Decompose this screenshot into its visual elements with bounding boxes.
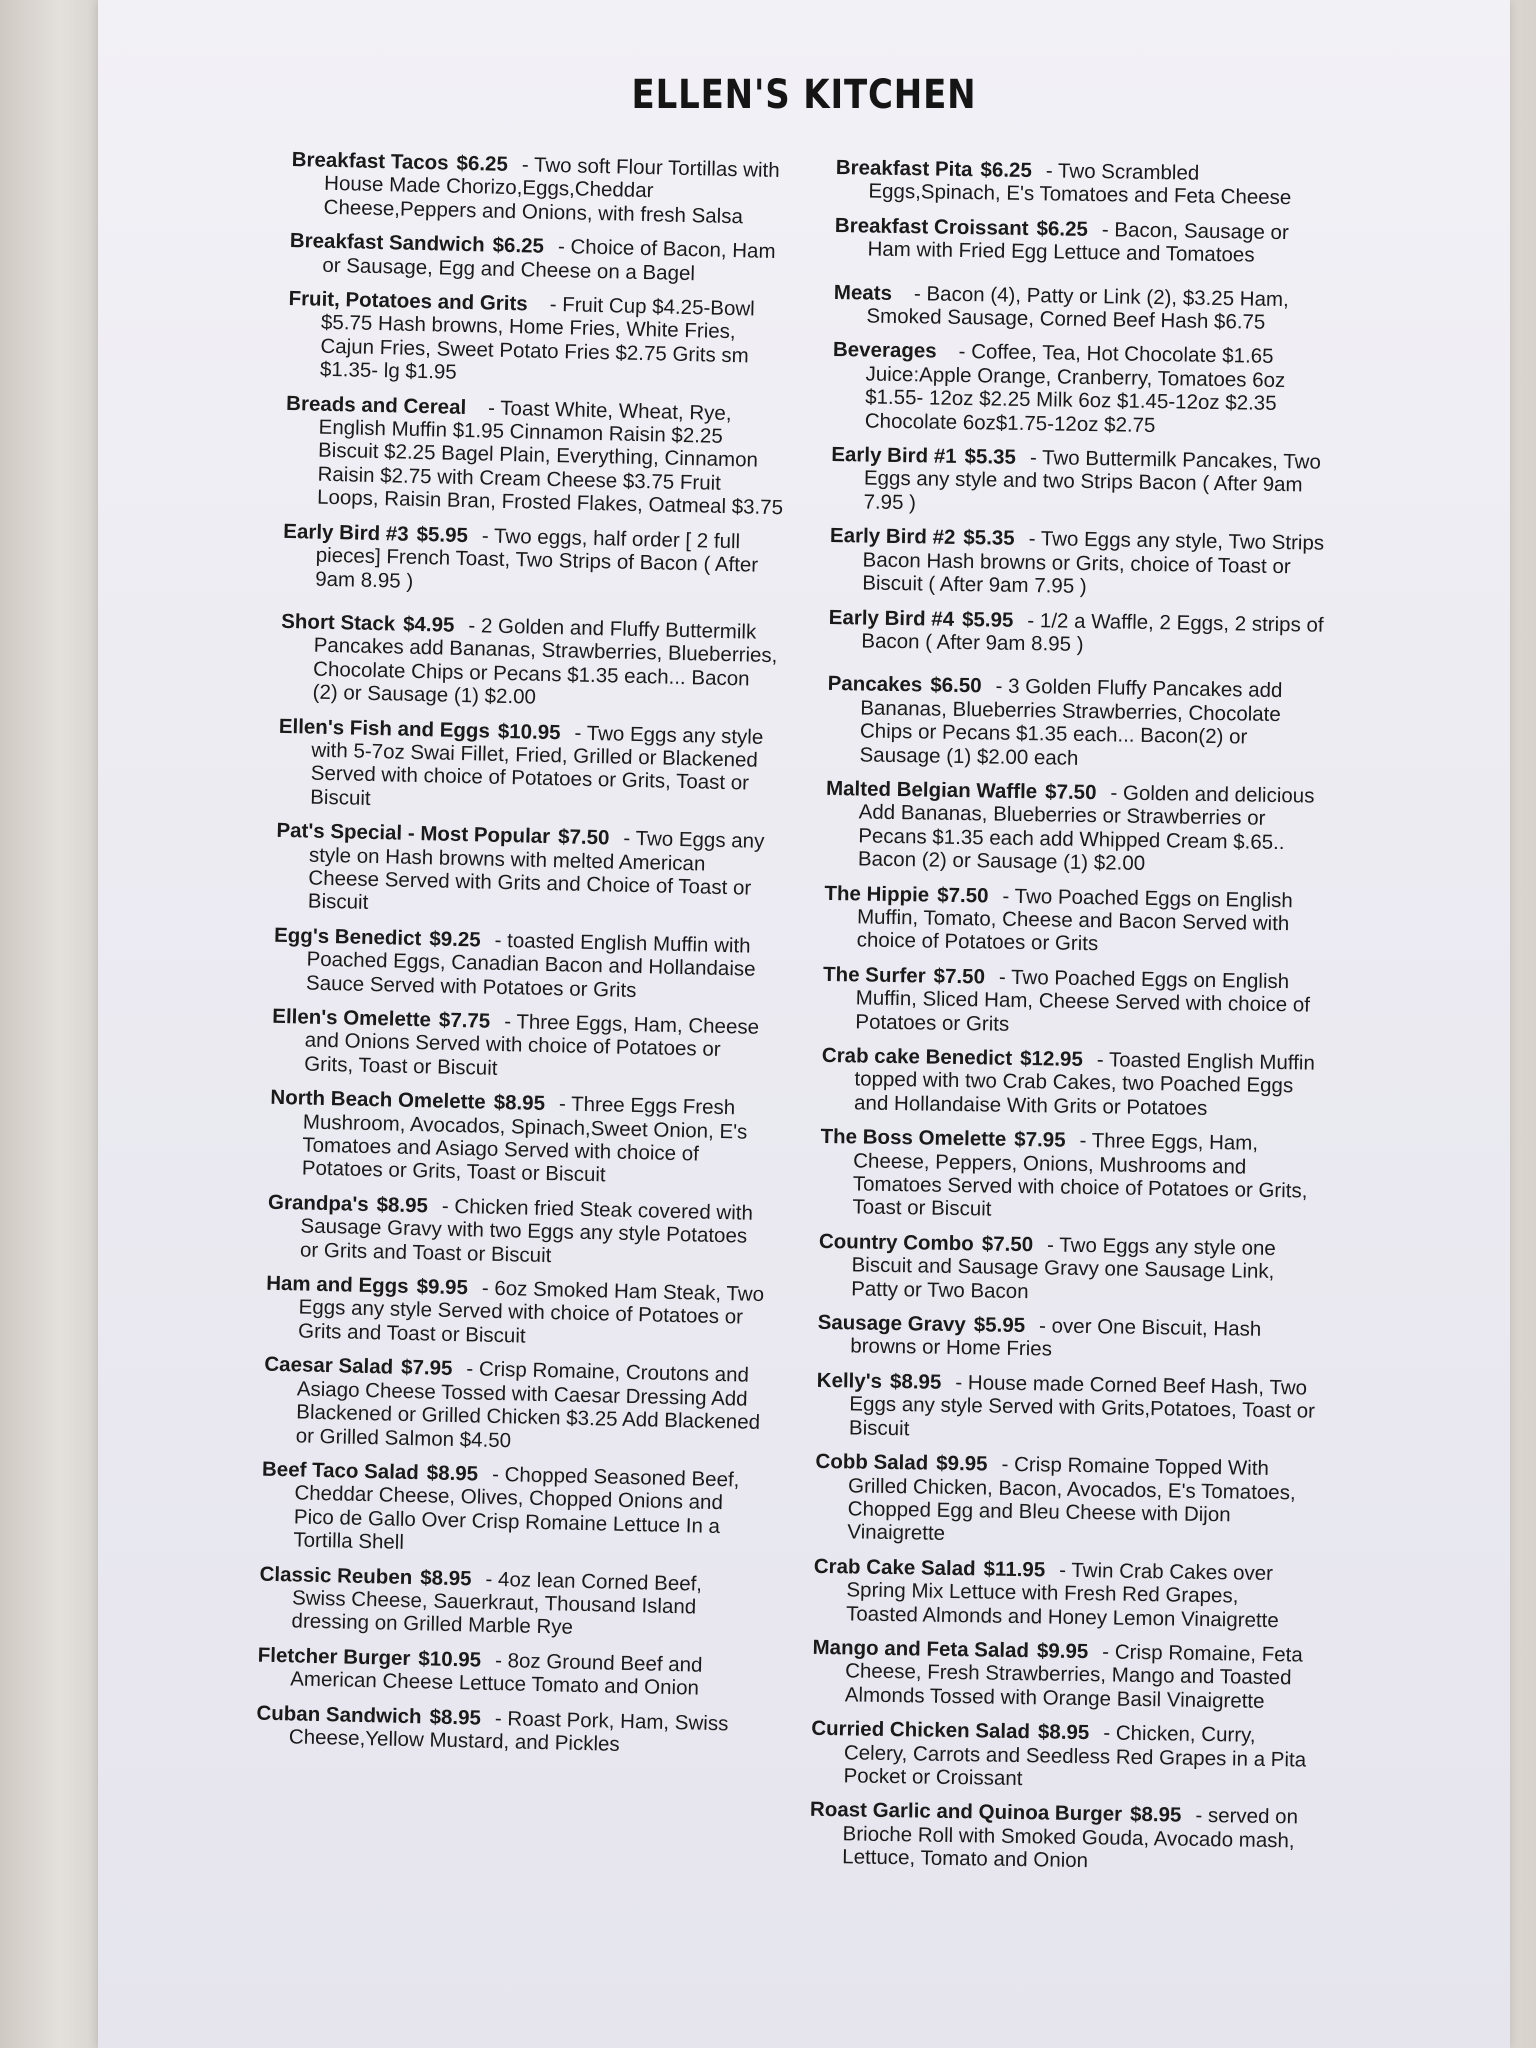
- item-name: Cuban Sandwich: [256, 1701, 422, 1728]
- item-price: $11.95: [983, 1557, 1046, 1582]
- item-description: - Three Eggs Fresh Mushroom, Avocados, Spinach,Sweet Onion, E's Tomatoes and Asiago Served with choice of Potatoes or Grits, Toast or Biscuit: [301, 1092, 748, 1187]
- item-price: $8.95: [426, 1461, 479, 1486]
- item-description: - Two Eggs any style with 5-7oz Swai Fillet, Fried, Grilled or Blackened Served with choice of Potatoes or Grits, Toast or Biscuit: [310, 721, 764, 810]
- item-name: Ham and Eggs: [265, 1271, 409, 1298]
- menu-item: [290, 148, 791, 230]
- item-description: - 1/2 a Waffle, 2 Eggs, 2 strips of Bacon ( After 9am 8.95 ): [861, 608, 1324, 656]
- item-description: - 2 Golden and Fluffy Buttermilk Pancakes add Bananas, Strawberries, Blueberries, Chocolate Chips or Pecans $1.35 each... Bacon (2) or Sausage (1) $2.00: [312, 614, 778, 709]
- menu-item: [257, 1643, 758, 1701]
- item-price: $7.50: [933, 964, 986, 989]
- menu-item: [809, 1798, 1310, 1876]
- item-price: $7.50: [937, 883, 989, 908]
- menu-sheet: [98, 0, 1510, 2048]
- item-price: $5.95: [416, 522, 469, 547]
- item-description: - Two Scrambled Eggs,Spinach, E's Tomatoes and Feta Cheese: [868, 159, 1292, 210]
- item-description: - Bacon (4), Patty or Link (2), $3.25 Ham, Smoked Sausage, Corned Beef Hash $6.75: [866, 281, 1289, 334]
- item-price: $8.95: [889, 1369, 942, 1394]
- item-price: $8.95: [376, 1193, 429, 1218]
- item-name: The Hippie: [824, 881, 930, 907]
- menu-item: [832, 338, 1333, 439]
- item-price: $4.95: [402, 612, 455, 637]
- item-description: - Crisp Romaine, Croutons and Asiago Cheese Tossed with Caesar Dressing Add Blackened or Grilled Chicken $3.25 Add Blackened or Grilled Salmon $4.50: [295, 1357, 761, 1452]
- item-name: Early Bird #3: [283, 519, 409, 546]
- menu-item: [258, 1562, 759, 1644]
- item-name: Curried Chicken Salad: [811, 1716, 1031, 1744]
- item-price: $6.50: [930, 673, 982, 698]
- item-price: $6.25: [1036, 216, 1089, 241]
- menu-item: [273, 924, 774, 1006]
- item-description: - Crisp Romaine, Feta Cheese, Fresh Strawberries, Mango and Toasted Almonds Tossed with Orange Basil Vinaigrette: [844, 1640, 1303, 1713]
- item-description: - Two soft Flour Tortillas with House Made Chorizo,Eggs,Cheddar Cheese,Peppers and Onions, with fresh Salsa: [323, 153, 780, 229]
- item-description: - Two Buttermilk Pancakes, Two Eggs any style and two Strips Bacon ( After 9am 7.95 ): [863, 446, 1322, 515]
- item-name: Fletcher Burger: [257, 1643, 411, 1670]
- item-name: The Surfer: [822, 962, 926, 988]
- item-name: Caesar Salad: [264, 1352, 394, 1379]
- menu-item: [830, 443, 1331, 521]
- item-price: $10.95: [497, 719, 561, 744]
- item-description: - Toasted English Muffin topped with two Crab Cakes, two Poached Eggs and Hollandaise With Grits or Potatoes: [853, 1048, 1316, 1120]
- menu-item: [263, 1353, 765, 1458]
- item-price: $8.95: [1129, 1803, 1182, 1828]
- item-name: Early Bird #1: [831, 443, 957, 468]
- item-price: $6.25: [456, 151, 509, 176]
- item-price: $6.25: [492, 233, 545, 258]
- menu-item: [810, 1717, 1311, 1795]
- menu-item: [813, 1555, 1314, 1633]
- item-name: Kelly's: [816, 1368, 883, 1393]
- item-name: Breakfast Sandwich: [289, 229, 485, 257]
- menu-item: [819, 1125, 1320, 1226]
- item-name: Classic Reuben: [259, 1562, 413, 1589]
- menu-item: [826, 672, 1327, 773]
- item-description: - over One Biscuit, Hash browns or Home Fries: [850, 1314, 1262, 1362]
- item-name: Early Bird #4: [828, 605, 955, 631]
- menu-item: [816, 1369, 1317, 1447]
- item-name: Pat's Special - Most Popular: [276, 818, 551, 849]
- item-description: - Chopped Seasoned Beef, Cheddar Cheese, Olives, Chopped Onions and Pico de Gallo Over Crisp Romaine Lettuce In a Tortilla Shell: [293, 1462, 740, 1555]
- item-name: Grandpa's: [267, 1190, 369, 1216]
- item-price: $10.95: [418, 1647, 482, 1672]
- item-price: $9.95: [1036, 1639, 1089, 1664]
- menu-item: [256, 1701, 757, 1759]
- menu-item: [828, 605, 1329, 660]
- menu-item: [829, 524, 1330, 602]
- menu-column-left: [255, 148, 791, 1770]
- menu-item: [825, 777, 1326, 878]
- item-name: Breakfast Tacos: [291, 148, 449, 175]
- item-name: Breakfast Croissant: [834, 213, 1029, 240]
- item-price: $7.50: [1044, 780, 1097, 805]
- menu-item: [289, 229, 790, 287]
- item-name: Mango and Feta Salad: [812, 1635, 1030, 1663]
- item-name: Beverages: [832, 338, 937, 364]
- menu-item: [287, 287, 789, 392]
- item-description: - toasted English Muffin with Poached Eggs, Canadian Bacon and Hollandaise Sauce Served with Potatoes or Grits: [305, 928, 756, 1002]
- item-description: - 4oz lean Corned Beef, Swiss Cheese, Sauerkraut, Thousand Island dressing on Grilled Marble Rye: [291, 1567, 703, 1640]
- item-price: $6.25: [980, 158, 1033, 183]
- item-price: $5.95: [961, 607, 1014, 632]
- item-price: [474, 396, 475, 419]
- menu-item: [817, 1311, 1318, 1366]
- item-name: Roast Garlic and Quinoa Burger: [809, 1798, 1123, 1827]
- item-name: Breads and Cereal: [285, 391, 467, 419]
- menu-item: [814, 1450, 1315, 1551]
- item-price: $7.50: [557, 825, 610, 850]
- item-price: $8.95: [1037, 1720, 1090, 1745]
- item-name: North Beach Omelette: [270, 1085, 486, 1114]
- item-description: - Bacon, Sausage or Ham with Fried Egg Lettuce and Tomatoes: [867, 217, 1289, 267]
- item-description: - Fruit Cup $4.25-Bowl $5.75 Hash browns, Home Fries, White Fries, Cajun Fries, Sweet Potato Fries $2.75 Grits sm $1.35- lg $1.95: [319, 292, 756, 385]
- item-description: - Two Eggs any style on Hash browns with melted American Cheese Served with Grits and Choice of Toast or Biscuit: [307, 826, 765, 915]
- item-name: Cobb Salad: [815, 1449, 929, 1475]
- menu-item: [279, 610, 781, 715]
- item-name: Sausage Gravy: [817, 1310, 966, 1337]
- item-description: - Choice of Bacon, Ham or Sausage, Egg and Cheese on a Bagel: [322, 235, 776, 285]
- item-description: - House made Corned Beef Hash, Two Eggs any style Served with Grits,Potatoes, Toast or Biscuit: [848, 1370, 1316, 1440]
- item-price: $12.95: [1019, 1047, 1084, 1071]
- item-price: [535, 293, 536, 316]
- item-name: Short Stack: [280, 609, 396, 636]
- item-price: $7.95: [400, 1356, 453, 1381]
- menu-item: [282, 520, 783, 602]
- item-description: - Three Eggs, Ham, Cheese and Onions Served with choice of Potatoes or Grits, Toast or Biscuit: [303, 1010, 760, 1080]
- menu-column-right: [809, 156, 1336, 1887]
- item-description: - Two Poached Eggs on English Muffin, Sliced Ham, Cheese Served with choice of Potatoes or Grits: [855, 965, 1311, 1036]
- item-description: - Toast White, Wheat, Rye, English Muffin $1.95 Cinnamon Raisin $2.25 Biscuit $2.25 Bagel Plain, Everything, Cinnamon Raisin $2.75 with Cream Cheese $3.75 Fruit Loops, Raisin Bran, Frosted Flakes, Oatmeal $3.75: [316, 396, 784, 520]
- item-description: - Two eggs, half order [ 2 full pieces] French Toast, Two Strips of Bacon ( After 9am 8.95 ): [314, 524, 759, 593]
- item-name: Crab cake Benedict: [821, 1043, 1013, 1070]
- item-description: - Roast Pork, Ham, Swiss Cheese,Yellow Mustard, and Pickles: [288, 1706, 729, 1756]
- menu-item: [271, 1005, 772, 1087]
- item-price: $9.95: [416, 1275, 469, 1300]
- item-price: $8.95: [420, 1565, 472, 1590]
- item-name: Ellen's Omelette: [272, 1004, 432, 1032]
- item-name: Pancakes: [827, 672, 923, 697]
- menu-item: [277, 714, 779, 819]
- item-price: $7.50: [981, 1232, 1034, 1257]
- item-name: Malted Belgian Waffle: [825, 776, 1038, 804]
- item-description: - 6oz Smoked Ham Steak, Two Eggs any style Served with choice of Potatoes or Grits and Toast or Biscuit: [297, 1276, 765, 1348]
- menu-item: [812, 1636, 1313, 1714]
- menu-item: [822, 963, 1323, 1041]
- item-name: Early Bird #2: [829, 524, 956, 550]
- item-name: Country Combo: [818, 1229, 974, 1256]
- menu-title: ELLEN'S KITCHEN: [631, 72, 977, 118]
- item-name: Ellen's Fish and Eggs: [278, 714, 491, 743]
- menu-item: [260, 1458, 762, 1563]
- item-price: $9.25: [429, 927, 481, 952]
- item-description: - Three Eggs, Ham, Cheese, Peppers, Onions, Mushrooms and Tomatoes Served with choice of Potatoes or Grits, Toast or Biscuit: [852, 1129, 1308, 1222]
- item-description: - 3 Golden Fluffy Pancakes add Bananas, Blueberries Strawberries, Chocolate Chips or Pecans $1.35 each... Bacon(2) or Sausage (1) $2.00 each: [859, 674, 1283, 770]
- item-description: - 8oz Ground Beef and American Cheese Lettuce Tomato and Onion: [290, 1648, 703, 1700]
- item-description: - Twin Crab Cakes over Spring Mix Lettuce with Fresh Red Grapes, Toasted Almonds and Honey Lemon Vinaigrette: [845, 1558, 1279, 1632]
- item-description: - Coffee, Tea, Hot Chocolate $1.65 Juice:Apple Orange, Cranberry, Tomatoes 6oz $1.55- 12oz $2.25 Milk 6oz $1.45-12oz $2.35 Chocolate 6oz$1.75-12oz $2.75: [864, 340, 1286, 437]
- item-description: - Two Poached Eggs on English Muffin, Tomato, Cheese and Bacon Served with choice of Potatoes or Grits: [856, 884, 1293, 956]
- menu-item: [269, 1086, 771, 1191]
- item-name: Breakfast Pita: [835, 156, 973, 182]
- item-price: $7.75: [438, 1008, 491, 1033]
- item-price: $9.95: [936, 1451, 988, 1476]
- item-name: Fruit, Potatoes and Grits: [288, 286, 528, 316]
- item-price: $8.95: [493, 1091, 546, 1116]
- item-price: $5.35: [963, 526, 1015, 551]
- item-price: $8.95: [429, 1705, 482, 1730]
- item-name: Beef Taco Salad: [261, 1457, 420, 1485]
- item-name: Meats: [833, 280, 893, 305]
- menu-item: [818, 1230, 1319, 1308]
- item-price: $5.35: [964, 445, 1017, 469]
- item-description: - Chicken fried Steak covered with Sausage Gravy with two Eggs any style Potatoes or Grits and Toast or Biscuit: [299, 1194, 754, 1267]
- menu-item: [835, 156, 1336, 211]
- item-name: Egg's Benedict: [273, 923, 422, 950]
- item-description: - Two Eggs any style one Biscuit and Sausage Gravy one Sausage Link, Patty or Two Bacon: [851, 1233, 1276, 1303]
- menu-item: [824, 881, 1325, 959]
- item-description: - Golden and delicious Add Bananas, Blueberries or Strawberries or Pecans $1.35 each add Whipped Cream $.65.. Bacon (2) or Sausage (1) $2.00: [857, 781, 1315, 876]
- item-description: - Crisp Romaine Topped With Grilled Chicken, Bacon, Avocados, E's Tomatoes, Chopped Egg and Bleu Cheese with Dijon Vinaigrette: [847, 1452, 1296, 1546]
- item-description: - Chicken, Curry, Celery, Carrots and Seedless Red Grapes in a Pita Pocket or Croissant: [843, 1721, 1307, 1791]
- menu-item: [267, 1191, 768, 1273]
- menu-item: [821, 1044, 1322, 1122]
- menu-item: [833, 281, 1334, 336]
- menu-item: [265, 1272, 766, 1354]
- item-price: $5.95: [973, 1313, 1026, 1338]
- item-name: Crab Cake Salad: [813, 1554, 976, 1581]
- item-description: - Two Eggs any style, Two Strips Bacon Hash browns or Grits, choice of Toast or Biscuit ( After 9am 7.95 ): [862, 527, 1325, 599]
- item-price: $7.95: [1014, 1128, 1066, 1152]
- menu-item: [284, 392, 787, 520]
- menu-item: [834, 214, 1335, 269]
- item-name: The Boss Omelette: [820, 1125, 1007, 1152]
- menu-item: [275, 819, 777, 924]
- item-description: - served on Brioche Roll with Smoked Gouda, Avocado mash, Lettuce, Tomato and Onion: [842, 1804, 1299, 1873]
